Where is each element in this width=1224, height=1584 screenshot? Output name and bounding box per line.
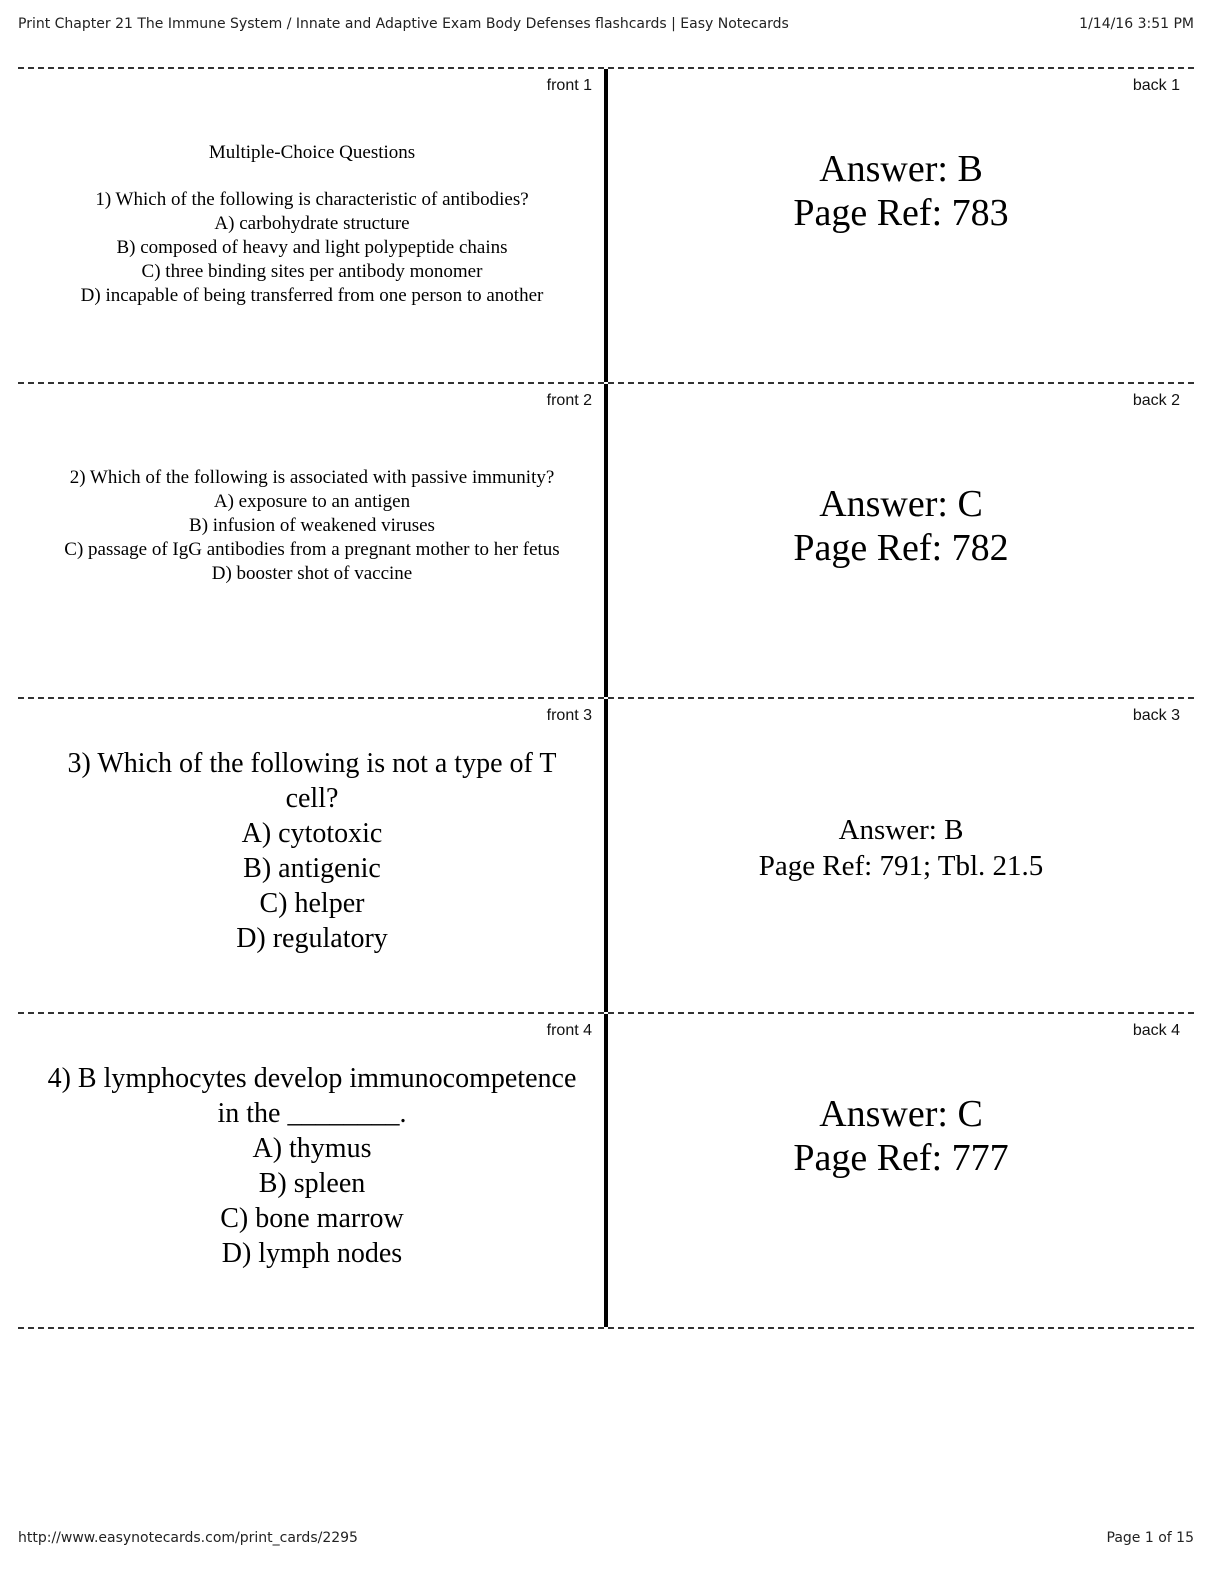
card-row-2	[18, 382, 1194, 697]
flashcard-grid	[18, 67, 1194, 1329]
page-number: Page 1 of 15	[1106, 1530, 1194, 1546]
print-datetime: 1/14/16 3:51 PM	[1079, 16, 1194, 32]
section-heading: Multiple-Choice Questions	[208, 142, 416, 163]
card-back-1	[608, 69, 1194, 382]
page-ref-text: Page Ref: 783	[793, 191, 1009, 234]
answer-text: Answer: C	[819, 482, 983, 525]
closing-dashed-line	[18, 1327, 1194, 1329]
front-label: front 4	[546, 1022, 592, 1039]
option-a: A) cytotoxic	[241, 817, 383, 849]
card-row-4	[18, 1012, 1194, 1327]
back-label: back 3	[1132, 707, 1180, 724]
card-row-3	[18, 697, 1194, 1012]
back-label: back 1	[1132, 77, 1180, 94]
question-text-cont: cell?	[285, 782, 339, 814]
question-text: 3) Which of the following is not a type of T	[67, 747, 557, 779]
option-d: D) regulatory	[236, 922, 388, 954]
card-front-4	[18, 1014, 606, 1327]
question-text: 4) B lymphocytes develop immunocompetence	[47, 1062, 577, 1094]
card-row-1	[18, 67, 1194, 382]
question-text: 2) Which of the following is associated with passive immunity?	[69, 466, 555, 488]
page-ref-text: Page Ref: 782	[793, 526, 1009, 569]
card-front-1	[18, 69, 606, 382]
card-front-3	[18, 699, 606, 1012]
option-b: B) infusion of weakened viruses	[189, 514, 435, 536]
option-d: D) booster shot of vaccine	[211, 562, 413, 584]
answer-text: Answer: B	[819, 147, 983, 190]
answer-text: Answer: B	[838, 814, 964, 846]
option-c: C) passage of IgG antibodies from a pregnant mother to her fetus	[64, 538, 560, 560]
option-a: A) exposure to an antigen	[213, 490, 411, 512]
option-c: C) helper	[259, 887, 365, 919]
option-b: B) antigenic	[243, 852, 381, 884]
front-label: front 2	[546, 392, 592, 409]
front-label: front 1	[546, 77, 592, 94]
page-ref-text: Page Ref: 791; Tbl. 21.5	[758, 850, 1044, 882]
answer-text: Answer: C	[819, 1092, 983, 1135]
card-back-4	[608, 1014, 1194, 1327]
option-d: D) lymph nodes	[221, 1237, 403, 1269]
option-c: C) bone marrow	[220, 1202, 404, 1234]
page-url: http://www.easynotecards.com/print_cards/2295	[18, 1530, 358, 1546]
card-front-2	[18, 384, 606, 697]
front-label: front 3	[546, 707, 592, 724]
card-back-2	[608, 384, 1194, 697]
question-text: 1) Which of the following is characteristic of antibodies?	[95, 189, 529, 210]
print-title: Print Chapter 21 The Immune System / Innate and Adaptive Exam Body Defenses flashcards | Easy Notecards	[18, 16, 789, 32]
option-b: B) composed of heavy and light polypeptide chains	[116, 237, 508, 258]
option-b: B) spleen	[258, 1167, 366, 1199]
back-label: back 2	[1132, 392, 1180, 409]
question-text-cont: in the ________.	[217, 1097, 407, 1129]
option-a: A) thymus	[252, 1132, 372, 1164]
option-a: A) carbohydrate structure	[214, 213, 410, 234]
option-d: D) incapable of being transferred from one person to another	[80, 285, 544, 306]
card-back-3	[608, 699, 1194, 1012]
back-label: back 4	[1132, 1022, 1180, 1039]
option-c: C) three binding sites per antibody monomer	[141, 261, 483, 282]
page-ref-text: Page Ref: 777	[793, 1136, 1009, 1179]
